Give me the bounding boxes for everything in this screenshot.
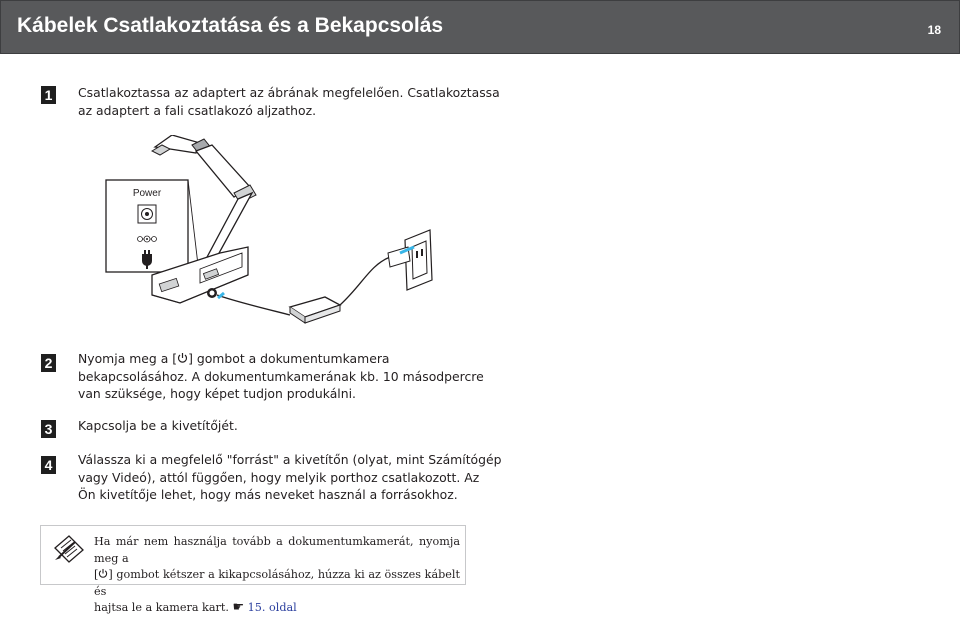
note-line-2-end: ] gombot kétszer a kikapcsolásához, húzza ki az összes kábelt és <box>94 568 460 598</box>
step-3-badge: 3 <box>41 420 56 438</box>
step-4-line-3: Ön kivetítője lehet, hogy más neveket használ a forrásokhoz. <box>78 487 458 502</box>
power-label: Power <box>132 188 162 199</box>
pointing-hand-icon: ☛ <box>232 600 245 615</box>
step-3-text <box>78 417 238 435</box>
note-box <box>40 525 466 615</box>
step-4-line-2: vagy Videó), attól függően, hogy melyik porthoz csatlakozott. Az <box>78 469 480 485</box>
page-header <box>0 0 960 54</box>
note-line-2-start: [ <box>94 568 99 581</box>
power-icon <box>98 568 108 579</box>
step-2-line-3: van szüksége, hogy képet tudjon produkálni. <box>78 386 356 401</box>
step-4-line-1: Válassza ki a megfelelő "forrást" a kivetítőn (olyat, mint Számítógép <box>78 452 502 467</box>
step-2-line-2: bekapcsolásához. A dokumentumkamerának kb. 10 másodpercre <box>78 368 484 384</box>
step-4-text <box>78 451 502 504</box>
note-line-3-text: hajtsa le a kamera kart. <box>94 601 229 614</box>
step-1-line-1: Csatlakoztassa az adaptert az ábrának megfelelően. Csatlakoztassa <box>78 85 500 100</box>
step-1-line-2: az adaptert a fali csatlakozó aljzathoz. <box>78 102 317 118</box>
step-1-badge: 1 <box>41 86 56 104</box>
note-line-1: Ha már nem használja tovább a dokumentumkamerát, nyomja meg a <box>94 535 460 565</box>
note-icon <box>51 532 85 570</box>
note-text <box>94 534 460 617</box>
step-2-line-1 <box>78 350 484 368</box>
power-icon <box>177 351 188 363</box>
step-2-text <box>78 350 484 403</box>
page-number: 18 <box>927 23 941 37</box>
note-line-3 <box>94 600 460 617</box>
step-3-line-1: Kapcsolja be a kivetítőjét. <box>78 418 238 433</box>
wall-outlet <box>388 230 432 290</box>
step-2-badge: 2 <box>41 354 56 372</box>
note-line-2 <box>94 567 460 600</box>
page-title: Kábelek Csatlakoztatása és a Bekapcsolás <box>17 14 444 37</box>
camera-connection-illustration <box>100 135 440 325</box>
page-15-link[interactable]: 15. oldal <box>247 601 297 614</box>
step-1-text <box>78 84 500 119</box>
power-button-inset <box>106 180 188 272</box>
step-4-badge: 4 <box>41 456 56 474</box>
step-2-line-1-end: ] gombot a dokumentumkamera <box>188 351 390 366</box>
step-2-line-1-start: Nyomja meg a [ <box>78 351 178 366</box>
